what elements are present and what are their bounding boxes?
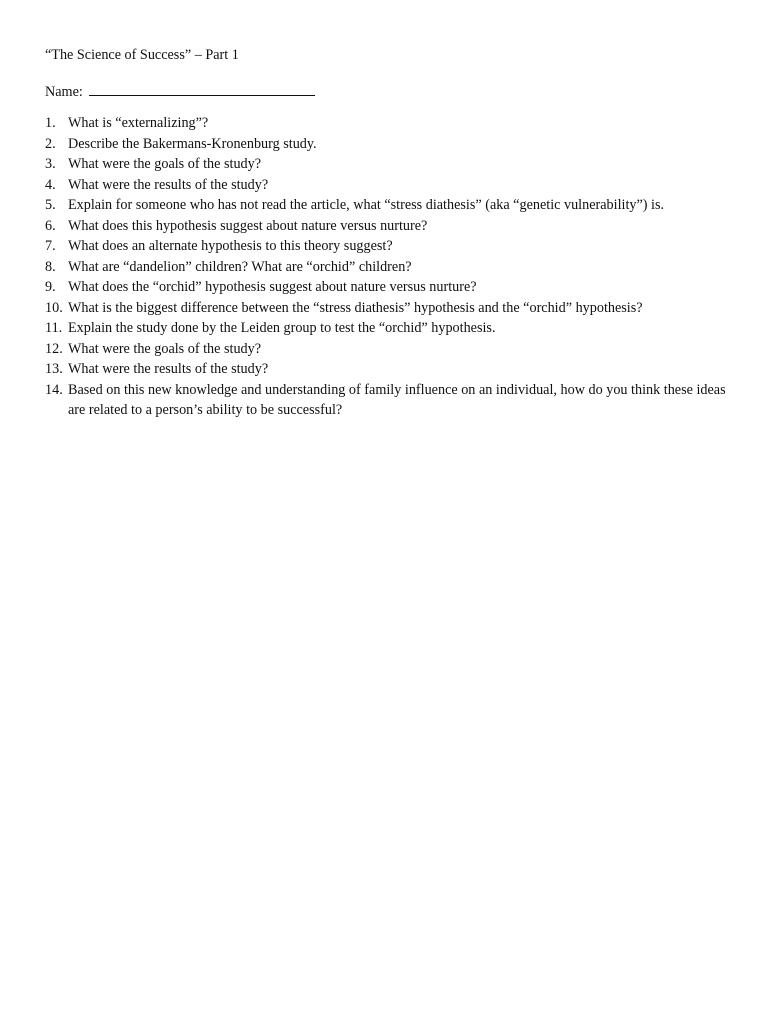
question-item: [45, 175, 745, 196]
question-number: 7.: [45, 238, 56, 254]
question-text: Explain the study done by the Leiden group to test the “orchid” hypothesis.: [68, 320, 496, 336]
question-number: 14.: [45, 381, 63, 398]
question-item: [45, 380, 745, 421]
question-text: What were the goals of the study?: [68, 340, 262, 357]
question-text: What were the results of the study?: [68, 176, 269, 193]
question-item: [45, 298, 745, 319]
question-item: [45, 134, 745, 155]
question-number: 1.: [45, 115, 56, 131]
question-text: Describe the Bakermans-Kronenburg study.: [68, 135, 317, 152]
question-text: What does the “orchid” hypothesis suggest about nature versus nurture?: [68, 279, 477, 295]
question-item: [45, 318, 745, 339]
question-text: What are “dandelion” children? What are “orchid” children?: [68, 258, 412, 275]
question-number: 8.: [45, 258, 56, 275]
question-number: 3.: [45, 156, 56, 172]
question-text: What were the goals of the study?: [68, 156, 262, 172]
question-item: [45, 195, 745, 216]
question-item: [45, 216, 745, 237]
question-list: [45, 113, 745, 421]
question-item: [45, 113, 745, 134]
question-item: [45, 277, 745, 298]
question-number: 4.: [45, 176, 56, 193]
question-text: What is the biggest difference between the “stress diathesis” hypothesis and the “orchid” hypothesis?: [68, 299, 643, 316]
question-number: 9.: [45, 279, 56, 295]
name-blank-line: [89, 80, 315, 96]
question-text: Based on this new knowledge and understanding of family influence on an individual, how do you think these ideas are related to a person’s ability to be successful?: [68, 381, 726, 418]
question-number: 11.: [45, 320, 63, 336]
question-number: 2.: [45, 135, 56, 152]
question-number: 6.: [45, 217, 56, 234]
question-item: [45, 236, 745, 257]
question-text: What is “externalizing”?: [68, 115, 209, 131]
question-text: What does this hypothesis suggest about nature versus nurture?: [68, 217, 428, 234]
question-number: 5.: [45, 197, 56, 213]
worksheet-title: “The Science of Success” – Part 1: [45, 47, 239, 63]
question-item: [45, 339, 745, 360]
name-label: Name:: [45, 84, 83, 100]
name-row: [45, 80, 315, 101]
question-text: What were the results of the study?: [68, 361, 269, 377]
question-number: 12.: [45, 340, 63, 357]
question-text: What does an alternate hypothesis to this theory suggest?: [68, 238, 393, 254]
question-item: [45, 257, 745, 278]
question-number: 13.: [45, 361, 63, 377]
question-number: 10.: [45, 299, 63, 316]
question-text: Explain for someone who has not read the article, what “stress diathesis” (aka “genetic vulnerability”) is.: [68, 197, 665, 213]
question-item: [45, 359, 745, 380]
question-item: [45, 154, 745, 175]
